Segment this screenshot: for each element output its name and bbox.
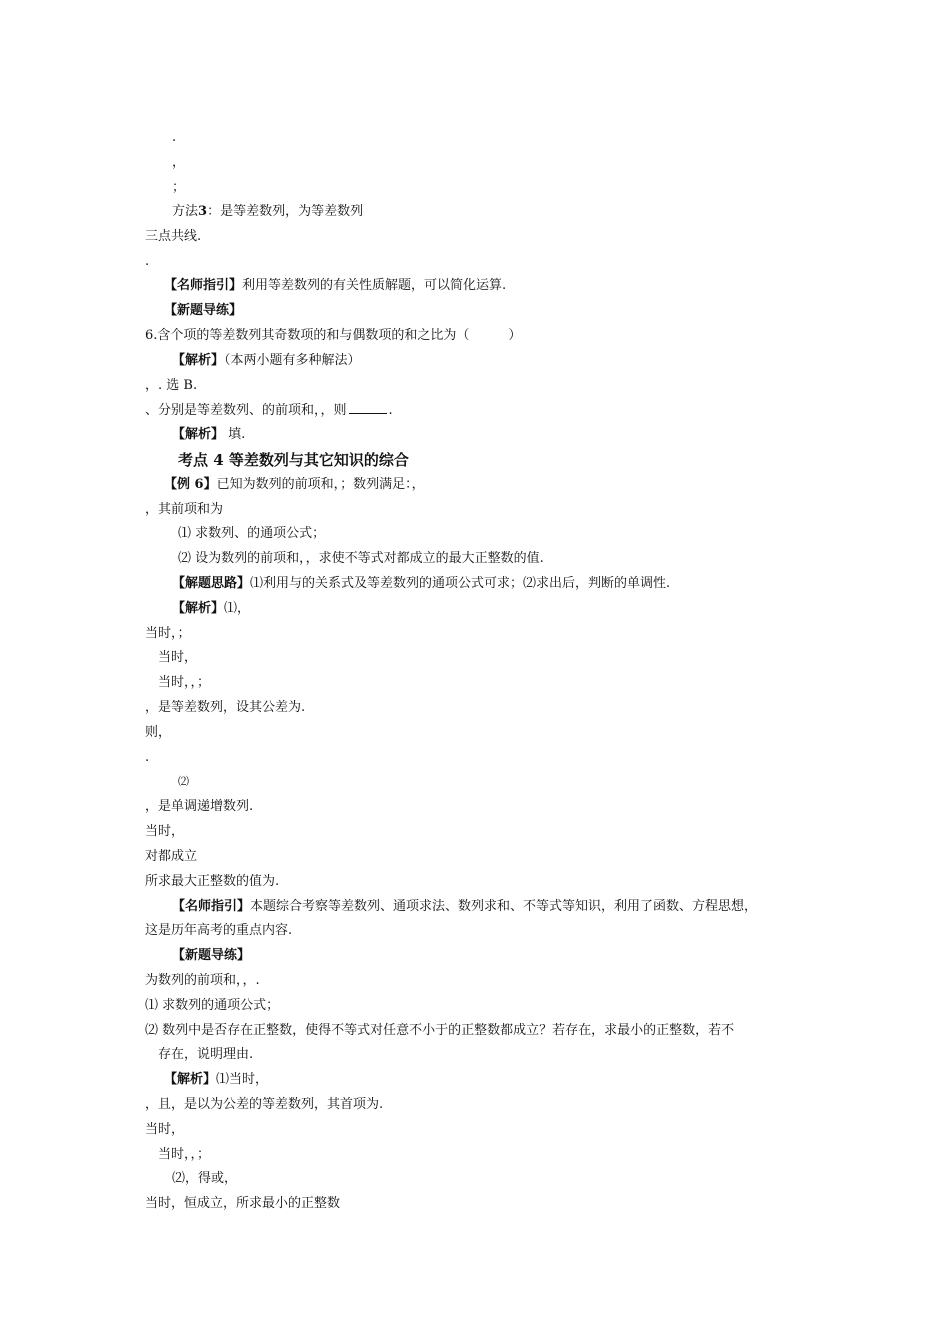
text-line: ⑵ [178, 775, 189, 788]
text-line: ⑴ 求数列的通项公式； [145, 998, 280, 1013]
text-line: 当时， [145, 1122, 185, 1137]
text-line: 当时，，； [158, 1147, 211, 1162]
text-line: . [145, 750, 150, 765]
section-label: 【解析】 [172, 601, 225, 616]
text-line: 方法3：是等差数列，为等差数列 [172, 204, 364, 219]
text-line: 6.含个项的等差数列其奇数项的和与偶数项的和之比为（ ） [145, 328, 522, 343]
text-line: ，且，是以为公差的等差数列，其首项为. [145, 1097, 384, 1112]
text-line: ，是单调递增数列. [145, 799, 254, 814]
section-label: 【解析】 [172, 353, 225, 368]
text-line: 【解析】⑴当时， [164, 1072, 269, 1087]
text-line: 这是历年高考的重点内容. [145, 923, 293, 938]
text-line: 【例 6】已知为数列的前项和，；数列满足：， [164, 477, 425, 492]
text-line: 当时， [145, 824, 185, 839]
section-label: 【名师指引】 [164, 278, 243, 293]
section-label: 【解析】 [164, 1072, 217, 1087]
text-line: ，是等差数列，设其公差为. [145, 700, 306, 715]
text-line: . [145, 254, 150, 269]
fill-blank [349, 401, 387, 414]
text-line: ⑴ 求数列、的通项公式； [178, 526, 326, 541]
text-line: 三点共线. [145, 229, 202, 244]
text-line: 、分别是等差数列、的前项和，，则 . [145, 403, 393, 418]
text-line: 【名师指引】利用等差数列的有关性质解题，可以简化运算. [164, 278, 507, 293]
text-line: 当时，； [145, 626, 191, 641]
text-line: ； [172, 180, 186, 195]
text-line: ⑵，得或， [172, 1171, 238, 1186]
section-label: 【解题思路】 [172, 576, 251, 591]
section-label: 【名师指引】 [172, 899, 251, 914]
text-line: ， [172, 155, 186, 170]
section-label: 【新题导练】 [164, 303, 243, 318]
text-line: 所求最大正整数的值为. [145, 874, 280, 889]
text-line: 当时， [158, 650, 198, 665]
text-line: 当时，，； [158, 675, 211, 690]
section-heading: 考点 4 等差数列与其它知识的综合 [178, 451, 409, 469]
text-line: ，. 选 B. [145, 378, 198, 393]
text-line: 【解题思路】⑴利用与的关系式及等差数列的通项公式可求；⑵求出后，判断的单调性. [172, 576, 671, 591]
text-line: 【解析】（本两小题有多种解法） [172, 353, 361, 368]
text-line: 【解析】 填. [172, 427, 246, 442]
section-label: 【例 6】 [164, 477, 217, 492]
text-line: ，其前项和为 [145, 502, 224, 517]
section-label: 【新题导练】 [172, 948, 251, 963]
text-line: 为数列的前项和，，. [145, 973, 260, 988]
text-line: 当时，恒成立，所求最小的正整数 [145, 1196, 341, 1211]
text-line: ⑵ 设为数列的前项和，，求使不等式对都成立的最大正整数的值. [178, 551, 544, 566]
text-line: ⑵ 数列中是否存在正整数，使得不等式对任意不小于的正整数都成立？若存在，求最小的正整数，若不 [145, 1023, 735, 1038]
text-line: 【名师指引】本题综合考察等差数列、通项求法、数列求和、不等式等知识，利用了函数、方程思想， [172, 899, 758, 914]
text-line: 【解析】⑴， [172, 601, 251, 616]
text-line: 存在，说明理由. [158, 1047, 254, 1062]
section-label: 【解析】 [172, 427, 225, 442]
text-line: . [172, 130, 177, 145]
text-line: 对都成立 [145, 849, 198, 864]
text-line: 则， [145, 725, 172, 740]
